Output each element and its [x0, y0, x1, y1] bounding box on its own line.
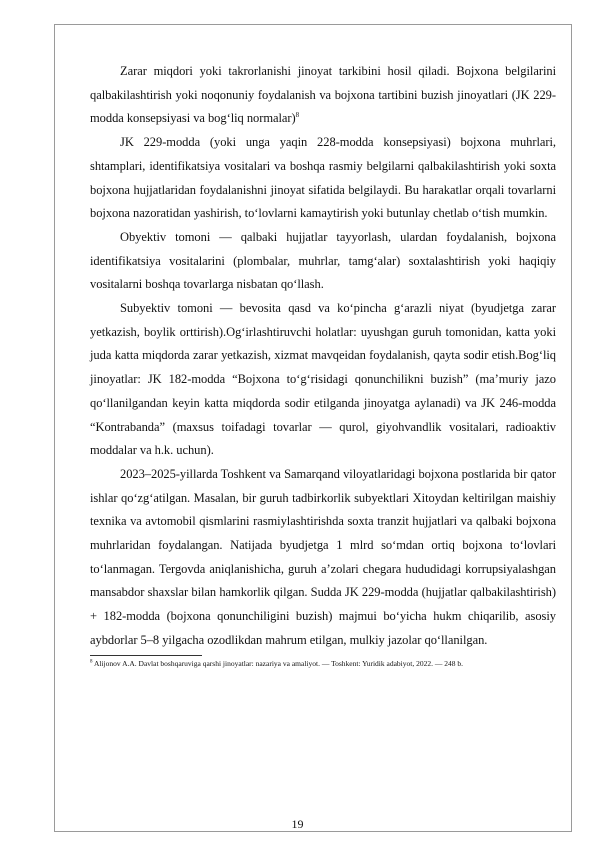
footnote-divider [90, 655, 202, 656]
page-number: 19 [291, 817, 304, 831]
footnote-number: 8 [90, 659, 93, 665]
paragraph-subjective-side: Subyektiv tomoni — bevosita qasd va ko‘pincha g‘arazli niyat (byudjetga zarar yetkazish, boylik orttirish).Og‘irlashtiruvchi holatlar: uyushgan guruh tomonidan, katta yoki juda katta miqdorda zarar yetkazish, xizmat mavqeidan foydalanish, qayta sodir etish.Bog‘liq jinoyatlar: JK 182-modda “Bojxona to‘g‘risidagi qonunchilikni buzish” (ma’muriy jazo qo‘llanilgandan keyin katta miqdorda sodir etilganda jinoyatga aylanadi) va JK 246-modda “Kontrabanda” (maxsus toifadagi tovarlar — qurol, giyohvandlik vositalari, radioaktiv moddalar va h.k. uchun). [90, 301, 556, 458]
paragraph-objective-side: Obyektiv tomoni — qalbaki hujjatlar tayyorlash, ulardan foydalanish, bojxona identifikatsiya vositalarini (plombalar, muhrlar, tamg‘alar) soxtalashtirish yoki haqiqiy vositalarni boshqa tovarlarga nisbatan qo‘llash. [90, 229, 556, 292]
paragraph-case-example: 2023–2025-yillarda Toshkent va Samarqand viloyatlaridagi bojxona postlarida bir qator ishlar qo‘zg‘atilgan. Masalan, bir guruh tadbirkorlik subyektlari Xitoydan keltirilgan maishiy texnika va avtomobil qismlarini rasmiylashtirishda soxta tranzit hujjatlari va qalbaki bojxona muhrlaridan foydalangan. Natijada byudjetga 1 mlrd so‘mdan ortiq bojxona to‘lovlari to‘lanmagan. Tergovda aniqlanishicha, guruh a’zolari chegara hududidagi korrupsiyalashgan mansabdor shaxslar bilan hamkorlik qilgan. Sudda JK 229-modda (hujjatlar qalbakilashtirish) + 182-modda (bojxona qonunchiligini buzish) majmui bo‘yicha hukm chiqarilib, asosiy aybdorlar 5–8 yilgacha ozodlikdan mahrum etilgan, mulkiy jazolar qo‘llanilgan. [90, 466, 556, 647]
footnote-reference[interactable]: 8 [295, 111, 300, 120]
document-body [90, 60, 556, 669]
footnote [90, 658, 556, 669]
paragraph-text: Zarar miqdori yoki takrorlanishi jinoyat tarkibini hosil qiladi. Bojxona belgilarini qalbakilashtirish yoki noqonuniy foydalanish va bojxona tartibini buzish jinoyatlari (JK 229-modda konsepsiyasi va bog‘liq normalar) [90, 64, 556, 126]
paragraph-customs-marks-intro [90, 60, 556, 131]
footnote-text: Alijonov A.A. Davlat boshqaruviga qarshi jinoyatlar: nazariya va amaliyot. — Toshkent: Yuridik adabiyot, 2022. — 248 b. [93, 658, 463, 668]
paragraph-article-229: JK 229-modda (yoki unga yaqin 228-modda konsepsiyasi) bojxona muhrlari, shtamplari, identifikatsiya vositalari va boshqa rasmiy belgilarni qalbakilashtirish yoki soxta bojxona hujjatlaridan foydalanishni jinoyat sifatida belgilaydi. Bu harakatlar orqali tovarlarni bojxona nazoratidan yashirish, to‘lovlarni kamaytirish yoki butunlay chetlab o‘tish mumkin. [90, 135, 556, 221]
